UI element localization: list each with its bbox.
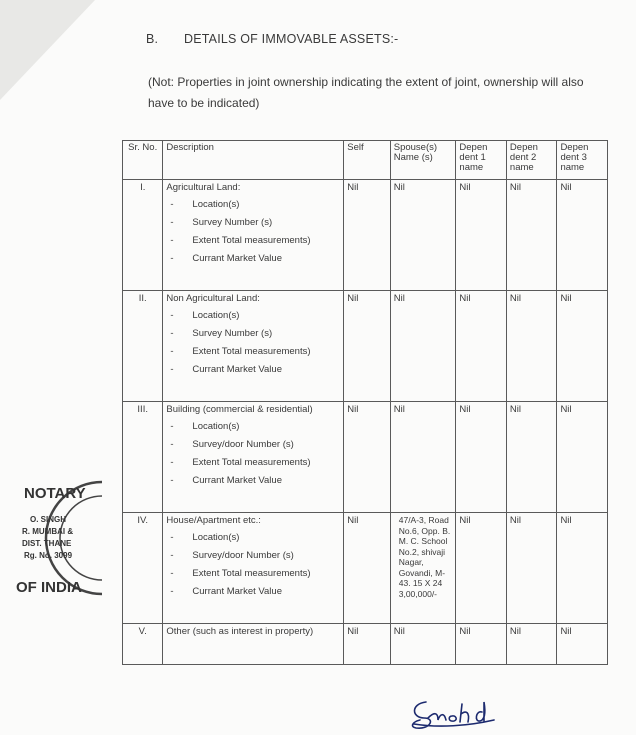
- sub-item: - Extent Total measurements): [170, 235, 311, 246]
- cell-dependent-2: Nil: [506, 624, 557, 665]
- cell-spouse: Nil: [390, 180, 456, 291]
- row-description: [163, 180, 344, 291]
- table-row: [123, 180, 608, 291]
- cell-self: Nil: [344, 513, 390, 624]
- table-row: [123, 624, 608, 665]
- header-dependent-3: Depen dent 3 name: [557, 141, 608, 180]
- sub-item: - Currant Market Value: [170, 475, 282, 486]
- row-sr-no: I.: [123, 180, 163, 291]
- row-sr-no: V.: [123, 624, 163, 665]
- header-spouse: Spouse(s) Name (s): [390, 141, 456, 180]
- cell-dependent-1: Nil: [456, 624, 507, 665]
- sub-item: - Location(s): [170, 532, 240, 543]
- header-dependent-1: Depen dent 1 name: [456, 141, 507, 180]
- cell-dependent-3: Nil: [557, 624, 608, 665]
- header-self: Self: [344, 141, 390, 180]
- stamp-line-2: R. MUMBAI &: [22, 527, 74, 536]
- row-description: Other (such as interest in property): [163, 624, 344, 665]
- sub-item: - Location(s): [170, 199, 240, 210]
- stamp-line-1: O. SINGH: [30, 515, 67, 524]
- header-description: Description: [163, 141, 344, 180]
- sub-item: - Currant Market Value: [170, 586, 282, 597]
- cell-dependent-1: Nil: [456, 402, 507, 513]
- cell-spouse-address: 47/A-3, Road No.6, Opp. B. M. C. School No.2, shivaji Nagar, Govandi, M-43. 15 X 24 3,00,000/-: [390, 513, 456, 624]
- stamp-top-text: NOTARY: [24, 485, 86, 502]
- cell-dependent-1: Nil: [456, 291, 507, 402]
- row-title: House/Apartment etc.:: [166, 515, 261, 526]
- cell-spouse: Nil: [390, 291, 456, 402]
- stamp-bottom-text: OF INDIA: [16, 579, 82, 596]
- sub-item: - Currant Market Value: [170, 364, 282, 375]
- sub-item: - Location(s): [170, 421, 240, 432]
- table-row: [123, 402, 608, 513]
- row-title: Building (commercial & residential): [166, 404, 313, 415]
- cell-dependent-3: Nil: [557, 402, 608, 513]
- sub-item-list: [166, 532, 340, 597]
- section-letter: B.: [146, 32, 159, 46]
- sub-item-list: [166, 421, 340, 486]
- cell-dependent-2: Nil: [506, 291, 557, 402]
- sub-item: - Survey/door Number (s): [170, 439, 294, 450]
- section-title: DETAILS OF IMMOVABLE ASSETS:-: [184, 32, 399, 46]
- row-sr-no: IV.: [123, 513, 163, 624]
- row-title: Non Agricultural Land:: [166, 293, 260, 304]
- cell-dependent-3: Nil: [557, 291, 608, 402]
- row-description: [163, 402, 344, 513]
- immovable-assets-table: [122, 140, 608, 665]
- signature: [408, 694, 504, 734]
- cell-dependent-2: Nil: [506, 402, 557, 513]
- sub-item: - Extent Total measurements): [170, 346, 311, 357]
- sub-item-list: [166, 199, 340, 264]
- header-sr-no: Sr. No.: [123, 141, 163, 180]
- stamp-line-4: Rg. No. 3099: [24, 551, 73, 560]
- row-description: [163, 291, 344, 402]
- stamp-line-3: DIST. THANE: [22, 539, 72, 548]
- row-sr-no: II.: [123, 291, 163, 402]
- cell-self: Nil: [344, 624, 390, 665]
- ownership-note: (Not: Properties in joint ownership indicating the extent of joint, ownership will also have to be indicated): [148, 75, 584, 110]
- sub-item-list: [166, 310, 340, 375]
- sub-item: - Survey Number (s): [170, 217, 273, 228]
- row-title: Agricultural Land:: [166, 182, 241, 193]
- table-header-row: [123, 141, 608, 180]
- sub-item: - Extent Total measurements): [170, 568, 311, 579]
- cell-spouse: Nil: [390, 402, 456, 513]
- page-fold: [0, 0, 95, 100]
- row-description: [163, 513, 344, 624]
- cell-self: Nil: [344, 180, 390, 291]
- cell-dependent-1: Nil: [456, 180, 507, 291]
- cell-dependent-2: Nil: [506, 180, 557, 291]
- row-sr-no: III.: [123, 402, 163, 513]
- sub-item: - Currant Market Value: [170, 253, 282, 264]
- sub-item: - Extent Total measurements): [170, 457, 311, 468]
- cell-self: Nil: [344, 291, 390, 402]
- sub-item: - Survey/door Number (s): [170, 550, 294, 561]
- cell-dependent-1: Nil: [456, 513, 507, 624]
- table-row: [123, 291, 608, 402]
- cell-spouse: Nil: [390, 624, 456, 665]
- header-dependent-2: Depen dent 2 name: [506, 141, 557, 180]
- cell-self: Nil: [344, 402, 390, 513]
- notary-stamp: [10, 478, 102, 602]
- table-row: [123, 513, 608, 624]
- cell-dependent-3: Nil: [557, 180, 608, 291]
- cell-dependent-2: Nil: [506, 513, 557, 624]
- sub-item: - Survey Number (s): [170, 328, 273, 339]
- cell-dependent-3: Nil: [557, 513, 608, 624]
- section-heading: [146, 32, 398, 46]
- sub-item: - Location(s): [170, 310, 240, 321]
